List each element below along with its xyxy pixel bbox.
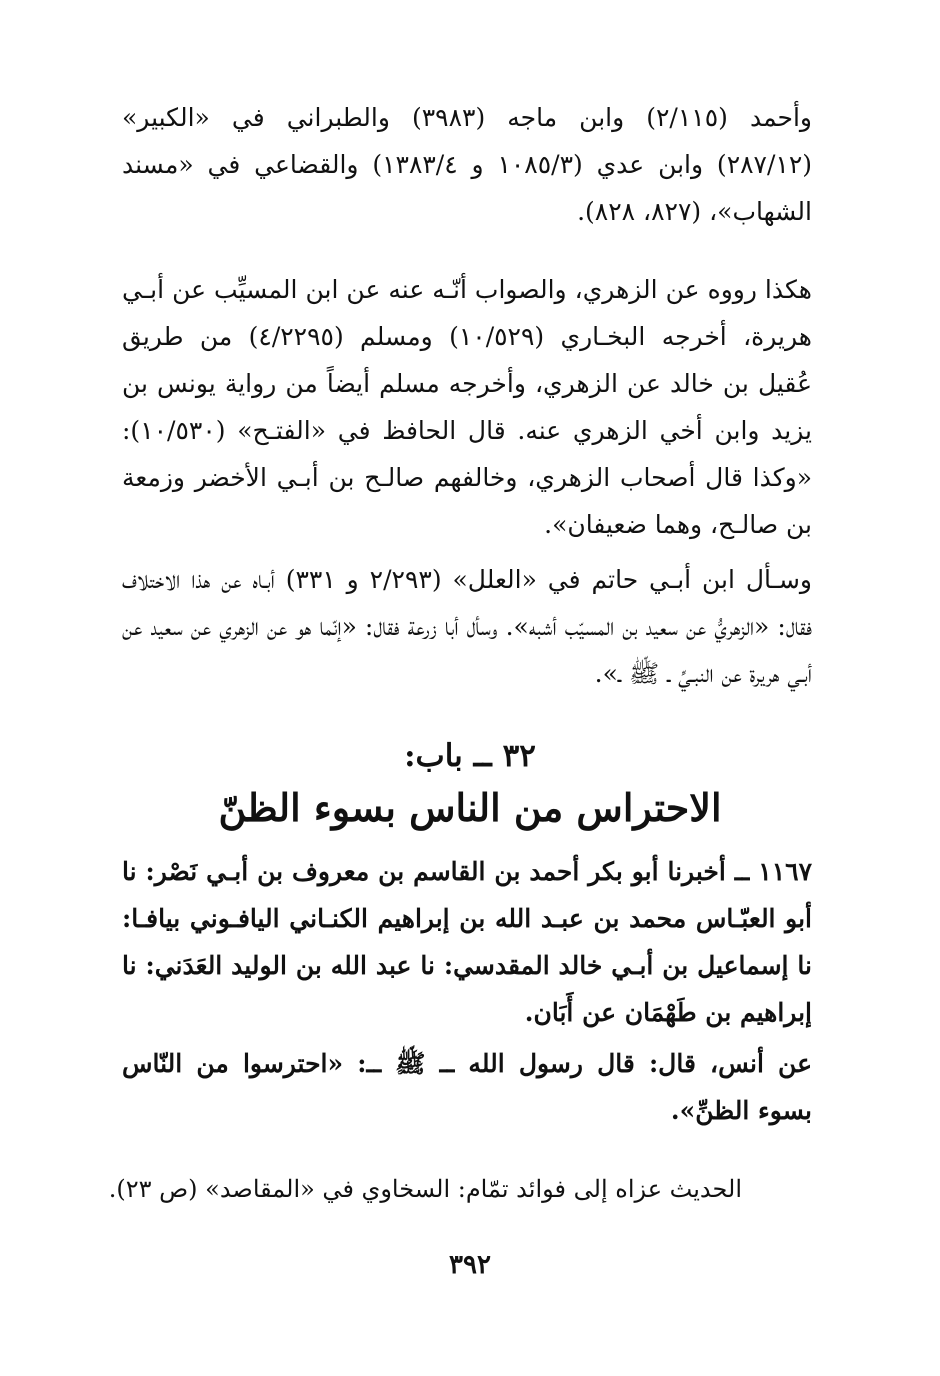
- hadith-matn: عن أنس، قال: قال رسول الله ــ ﷺ ــ: «احترسوا من النّاس بسوء الظنِّ».: [122, 1049, 812, 1125]
- footnote-paragraph-1: وأحمد (٢/١١٥) وابن ماجه (٣٩٨٣) والطبراني في «الكبير» (٢٨٧/١٢) وابن عدي (١٠٨٥/٣ و ١٣٨٣/٤) والقضاعي في «مسند الشهاب»، (٨٢٧، ٨٢٨).: [122, 103, 813, 226]
- hadith-isnad: ١١٦٧ ــ أخبرنا أبو بكر أحمد بن القاسم بن معروف بن أبـي نَصْر: نا أبو العبّـاس محمد بن عبـد الله بن إبراهيم الكنـاني اليافـوني بيافـا: نا إسماعيل بن أبـي خالد المقدسي: نا عبد الله بن الوليد العَدَني: نا إبراهيم بن طَهْمَان عن أَبَان.: [122, 857, 812, 1027]
- takhrij-note: الحديث عزاه إلى فوائد تمّام: السخاوي في «المقاصد» (ص ٢٣).: [108, 1175, 742, 1203]
- footnote-paragraph-2: هكذا رووه عن الزهري، والصواب أنّـه عنه عن ابن المسيِّب عن أبـي هريرة، أخرجه البخـاري (١٠/٥٢٩) ومسلم (٤/٢٢٩٥) من طريق عُقيل بن خالد عن الزهري، وأخرجه مسلم أيضاً من رواية يونس بن يزيد وابن أخي الزهري عنه. قال الحافظ في «الفتـح» (١٠/٥٣٠): «وكذا قال أصحاب الزهري، وخالفهم صالـح بن أبـي الأخضر وزمعة بن صالـح، وهما ضعيفان».: [122, 275, 812, 539]
- chapter-title: الاحتراس من الناس بسوء الظنّ: [218, 785, 722, 830]
- chapter-number: ٣٢ ــ باب:: [404, 738, 536, 774]
- page-number: ٣٩٢: [449, 1250, 491, 1280]
- footnote-paragraph-3: وسـأل ابن أبـي حاتم في «العلل» (٢/٢٩٣ و ٣٣١) أبـاه عن هذا الاختلاف فقال: «الزهريُّ عن سعيد بن المسيّب أشبه». وسأل أبا زرعة فقال: «إنّما هو عن الزهري عن سعيد عن أبـي هريرة عن النبـيِّ ـ ﷺ ـ».: [122, 565, 812, 688]
